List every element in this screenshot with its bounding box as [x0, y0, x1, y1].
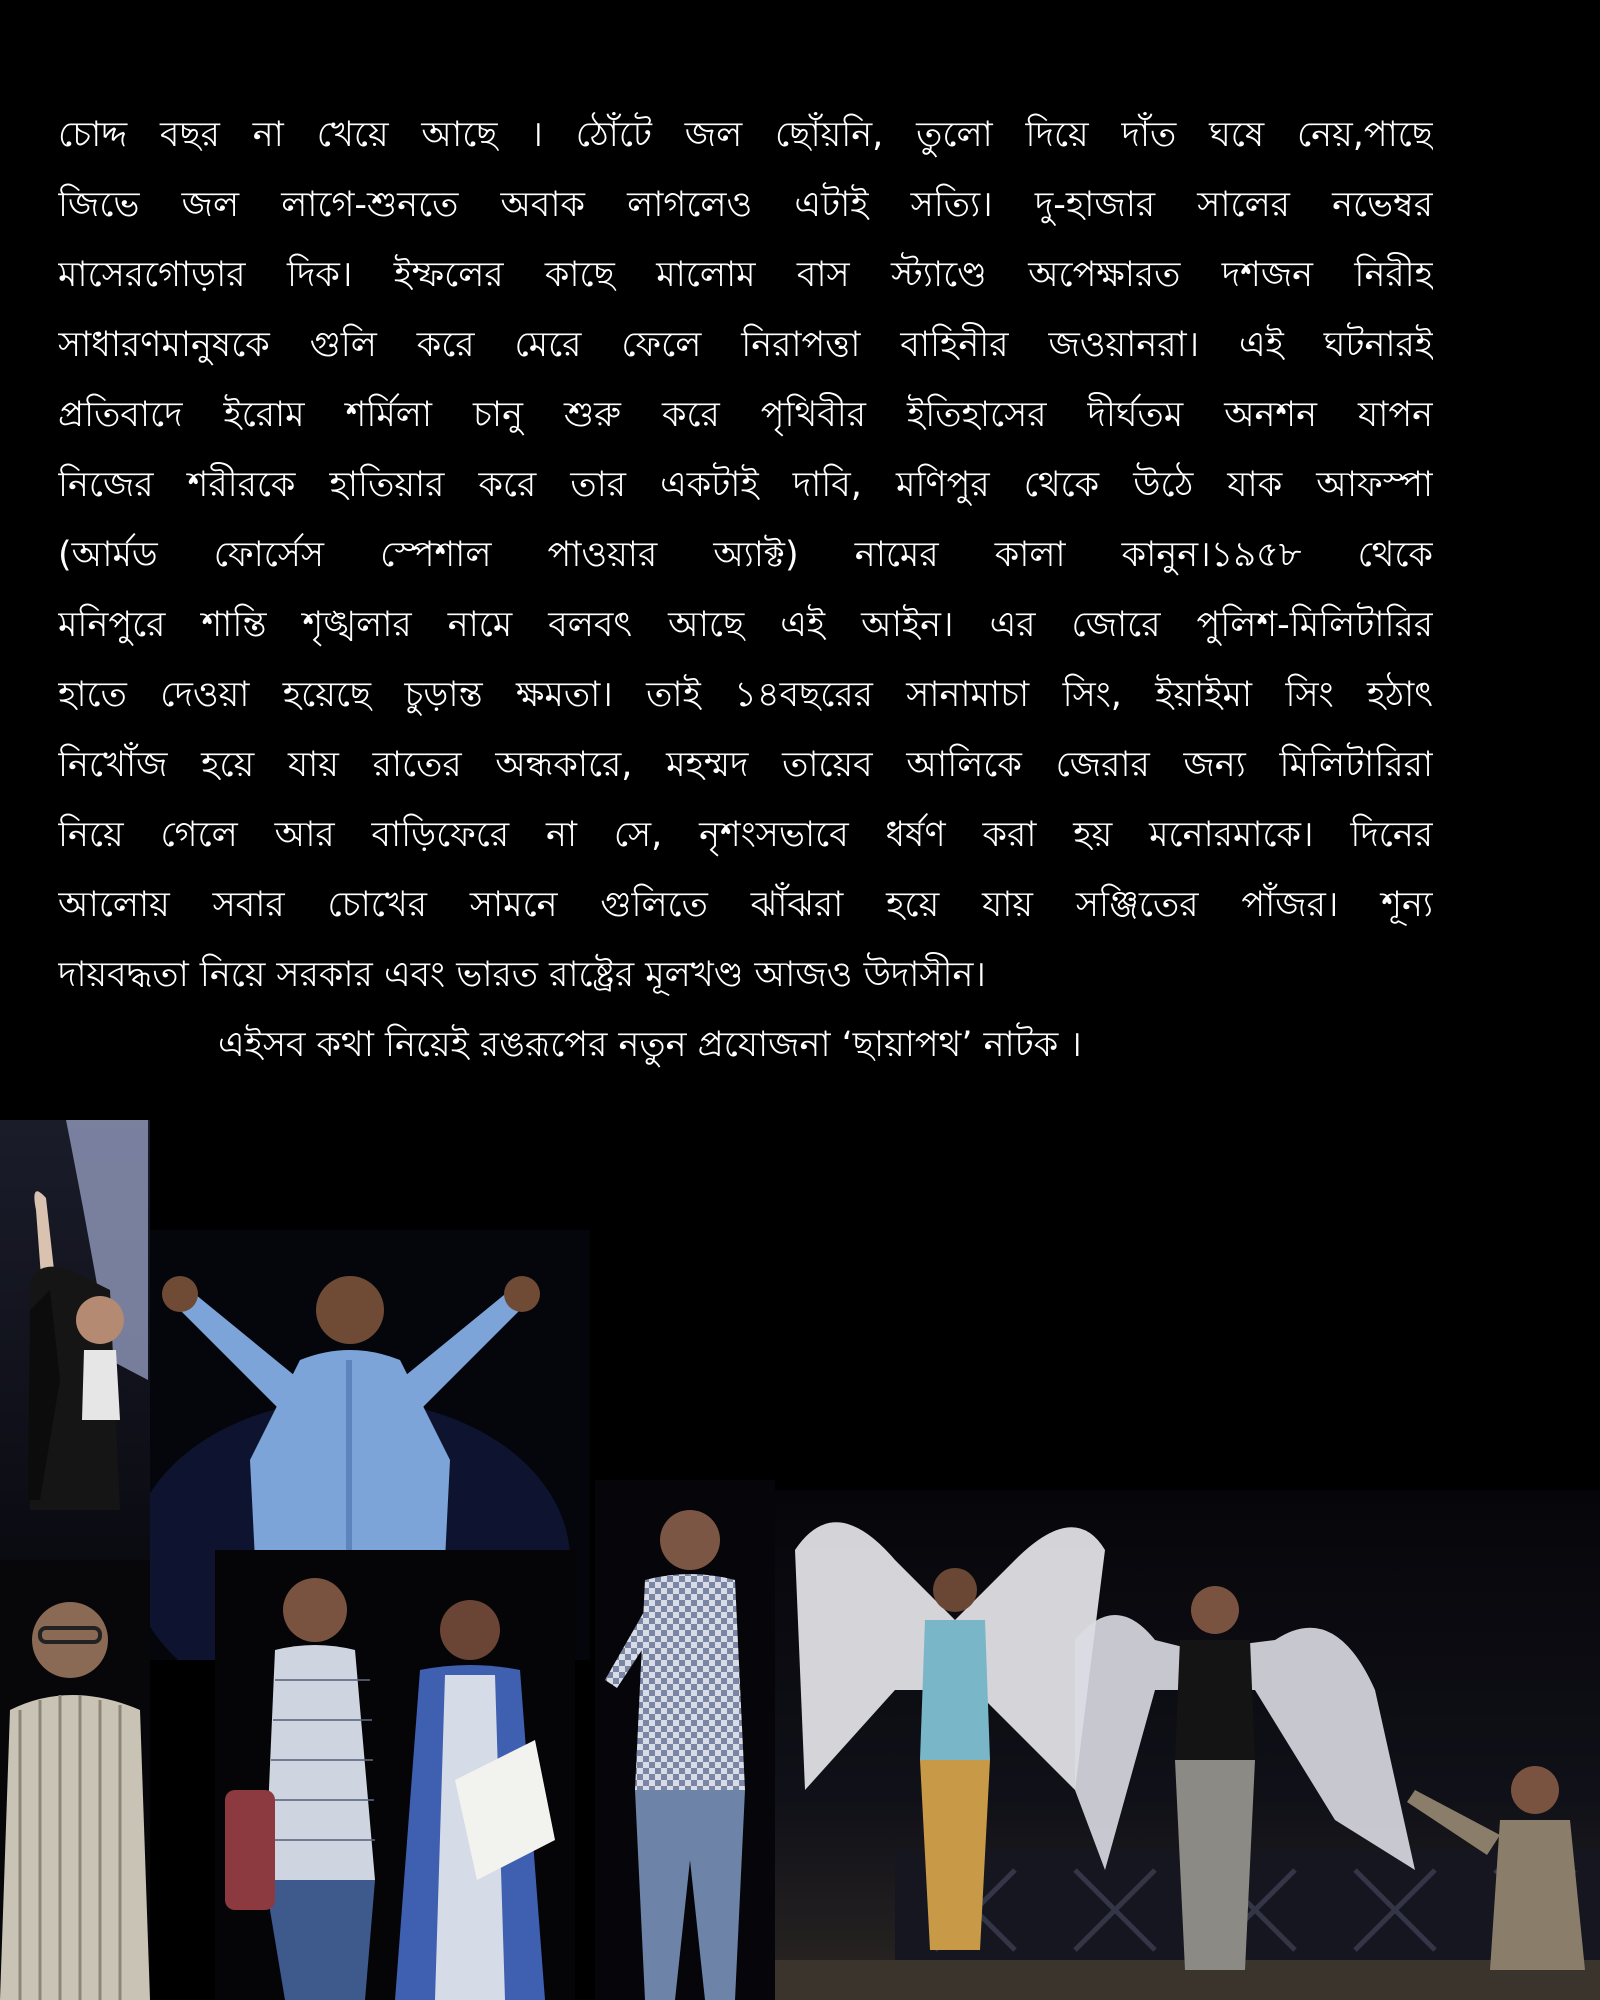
closing-line: এইসব কথা নিয়েই রঙরূপের নতুন প্রযোজনা ‘ছায়াপথ’ নাটক ।: [218, 1025, 1082, 1065]
article-line: সাধারণমানুষকে গুলি করে মেরে ফেলে নিরাপত্তা বাহিনীর জওয়ানরা। এই ঘটনারই: [58, 325, 1433, 365]
article-body: [58, 100, 1433, 1080]
article-line: প্রতিবাদে ইরোম শর্মিলা চানু শুরু করে পৃথিবীর ইতিহাসের দীর্ঘতম অনশন যাপন: [58, 395, 1433, 435]
stage-photo-spectacled-man-icon: [0, 1560, 150, 2000]
stage-photo-collage: [0, 1120, 1600, 2000]
article-line: চোদ্দ বছর না খেয়ে আছে । ঠোঁটে জল ছোঁয়নি, তুলো দিয়ে দাঁত ঘষে নেয়,পাছে: [58, 115, 1433, 155]
article-line: (আর্মড ফোর্সেস স্পেশাল পাওয়ার অ্যাক্ট) নামের কালা কানুন।১৯৫৮ থেকে: [58, 535, 1433, 575]
stage-photo-checked-shirt-man-icon: [595, 1480, 775, 2000]
article-line: দায়বদ্ধতা নিয়ে সরকার এবং ভারত রাষ্ট্রের মূলখণ্ড আজও উদাসীন।: [58, 955, 986, 995]
article-line: নিখোঁজ হয়ে যায় রাতের অন্ধকারে, মহম্মদ তায়েব আলিকে জেরার জন্য মিলিটারিরা: [58, 745, 1433, 785]
article-line: জিভে জল লাগে-শুনতে অবাক লাগলেও এটাই সত্যি। দু-হাজার সালের নভেম্বর: [58, 185, 1433, 225]
article-line: মনিপুরে শান্তি শৃঙ্খলার নামে বলবৎ আছে এই আইন। এর জোরে পুলিশ-মিলিটারির: [58, 605, 1433, 645]
article-line: হাতে দেওয়া হয়েছে চুড়ান্ত ক্ষমতা। তাই ১৪বছরের সানামাচা সিং, ইয়াইমা সিং হঠাৎ: [58, 675, 1433, 715]
article-line: আলোয় সবার চোখের সামনে গুলিতে ঝাঁঝরা হয়ে যায় সঞ্জিতের পাঁজর। শূন্য: [58, 885, 1433, 925]
stage-photo-winged-cloth-women-icon: [775, 1490, 1600, 2000]
article-line: নিজের শরীরকে হাতিয়ার করে তার একটাই দাবি, মণিপুর থেকে উঠে যাক আফস্পা: [58, 465, 1433, 505]
article-line: নিয়ে গেলে আর বাড়িফেরে না সে, নৃশংসভাবে ধর্ষণ করা হয় মনোরমাকে। দিনের: [58, 815, 1433, 855]
stage-photo-women-duo-icon: [215, 1550, 575, 2000]
article-line: মাসেরগোড়ার দিক। ইম্ফলের কাছে মালোম বাস স্ট্যাণ্ডে অপেক্ষারত দশজন নিরীহ: [58, 255, 1433, 295]
